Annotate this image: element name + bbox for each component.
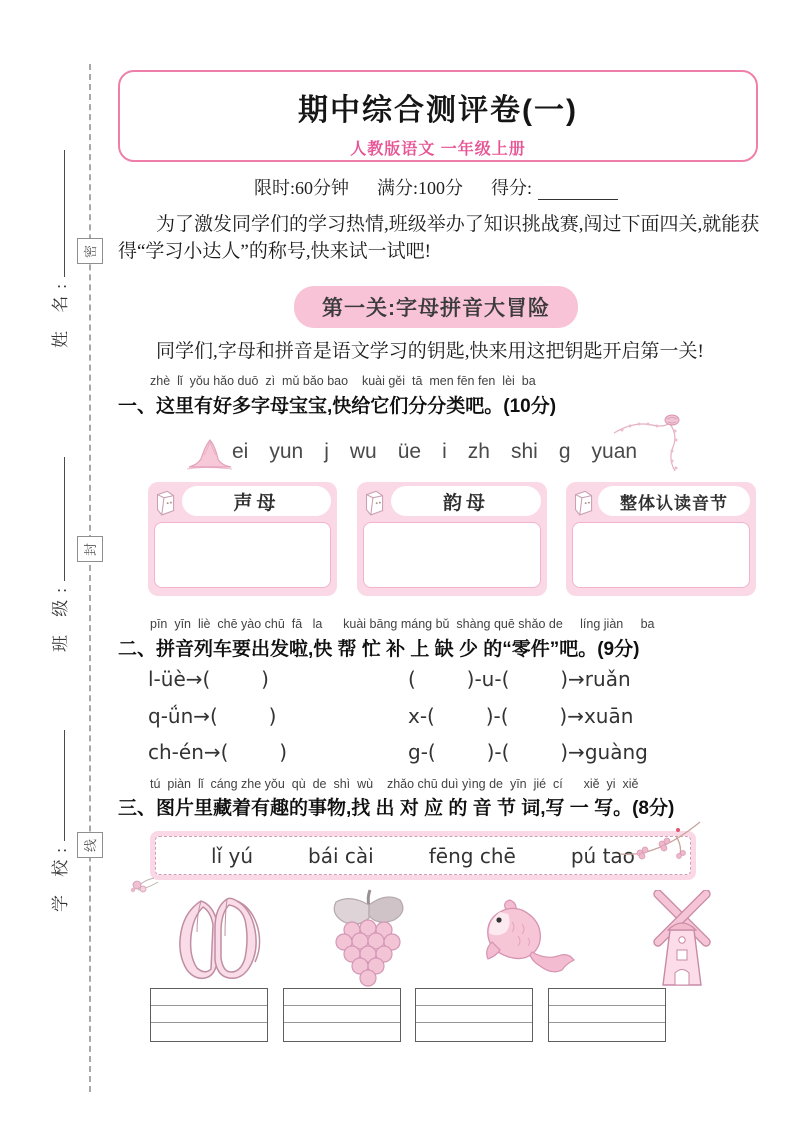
category-box-zhengti (566, 482, 756, 596)
q1-pinyin: zhè lǐ yǒu hǎo duō zì mǔ bǎo bao kuài gěi tā men fēn fen lèi ba (150, 374, 536, 388)
flower-icon (128, 858, 170, 894)
category-answer-area[interactable] (154, 522, 331, 588)
q3-word-bank-inner (155, 836, 691, 875)
fish-image (472, 898, 577, 978)
q2-pinyin: pīn yīn liè chē yào chū fā la kuài bāng máng bǔ shàng quē shǎo de líng jiàn ba (150, 617, 655, 631)
category-label: 整体认读音节 (598, 486, 750, 516)
q2-blank[interactable]: l-üè→( ) (148, 667, 269, 691)
student-class-field (46, 457, 70, 652)
letter-item: ei (232, 440, 249, 463)
carton-icon (570, 486, 596, 516)
letter-item: zh (467, 440, 490, 463)
seal-char-box (77, 238, 103, 264)
q2-blank[interactable]: x-( )-( )→xuān (408, 704, 634, 728)
category-label: 韵母 (391, 486, 541, 516)
category-answer-area[interactable] (572, 522, 750, 588)
seal-char: 密 (83, 244, 99, 258)
student-name-field (46, 150, 70, 348)
q2-blank[interactable]: q-ǘn→( ) (148, 704, 277, 728)
q3-word-bank (150, 831, 696, 880)
q2-blank[interactable]: g-( )-( )→guàng (408, 740, 648, 764)
school-label: 学 校: (50, 841, 70, 912)
q3-text: 三、图片里藏着有趣的事物,找 出 对 应 的 音 节 词,写 一 写。(8分) (118, 798, 675, 819)
meta-line (118, 174, 754, 200)
intro-paragraph: 为了激发同学们的学习热情,班级举办了知识挑战赛,闯过下面四关,就能获得“学习小达人”的称号,快来试一试吧! (118, 214, 760, 262)
score-blank[interactable] (538, 180, 618, 200)
q2-blank[interactable]: ch-én→( ) (148, 740, 288, 764)
seal-char-box (77, 536, 103, 562)
grapes-image (322, 888, 417, 988)
q1-text: 一、这里有好多字母宝宝,快给它们分分类吧。(10分) (118, 396, 557, 417)
category-answer-area[interactable] (363, 522, 541, 588)
cabbage-image (170, 892, 272, 986)
seal-char: 线 (83, 838, 99, 852)
title-box (118, 70, 758, 162)
section1-lead: 同学们,字母和拼音是语文学习的钥匙,快来用这把钥匙开启第一关! (156, 341, 704, 362)
answer-grid[interactable] (150, 988, 268, 1042)
letter-item: yuan (591, 440, 638, 463)
mountain-icon (186, 436, 234, 470)
category-label: 声母 (182, 486, 331, 516)
student-school-field (46, 730, 70, 912)
word-item: lǐ yú (211, 843, 254, 868)
q2-blank[interactable]: ( )-u-( )→ruǎn (408, 667, 631, 691)
q1-letters-row (232, 440, 637, 464)
word-item: fēng chē (428, 843, 516, 868)
letter-item: j (324, 440, 329, 463)
seal-dashed-line (89, 64, 91, 1092)
score-label: 得分: (491, 178, 533, 198)
seal-char: 封 (83, 542, 99, 556)
category-box-shengmu (148, 482, 337, 596)
windmill-image (638, 890, 726, 988)
answer-grid[interactable] (548, 988, 666, 1042)
letter-item: yun (269, 440, 304, 463)
section1-banner-row (118, 286, 754, 328)
full-score: 满分:100分 (376, 178, 463, 198)
carton-icon (152, 486, 178, 516)
letter-item: g (558, 440, 571, 463)
school-blank-line[interactable] (51, 730, 66, 841)
letter-item: shi (510, 440, 538, 463)
class-label: 班 级: (50, 581, 70, 652)
letter-item: üe (397, 440, 422, 463)
category-header (572, 486, 750, 518)
letter-item: wu (349, 440, 377, 463)
word-item: bái cài (308, 843, 374, 868)
seal-char-box (77, 832, 103, 858)
category-box-yunmu (357, 482, 547, 596)
page-title: 期中综合测评卷(一) (298, 94, 578, 127)
letter-item: i (442, 440, 447, 463)
answer-grid[interactable] (283, 988, 401, 1042)
name-label: 姓 名: (50, 277, 70, 348)
word-item: pú tao (570, 843, 635, 868)
page-subtitle: 人教版语文 一年级上册 (350, 141, 526, 158)
time-limit: 限时:60分钟 (253, 178, 349, 198)
class-blank-line[interactable] (51, 457, 66, 581)
section1-banner: 第一关:字母拼音大冒险 (294, 286, 578, 328)
carton-icon (361, 486, 387, 516)
blossom-branch-icon (616, 820, 702, 882)
answer-grid[interactable] (415, 988, 533, 1042)
category-header (154, 486, 331, 518)
q2-text: 二、拼音列车要出发啦,快 帮 忙 补 上 缺 少 的“零件”吧。(9分) (118, 639, 640, 660)
category-header (363, 486, 541, 518)
q3-pinyin: tú piàn lǐ cáng zhe yǒu qù de shì wù zhǎo chū duì yìng de yīn jié cí xiě yi xiě (150, 777, 639, 791)
name-blank-line[interactable] (51, 150, 66, 277)
vine-branch-icon (612, 413, 696, 473)
